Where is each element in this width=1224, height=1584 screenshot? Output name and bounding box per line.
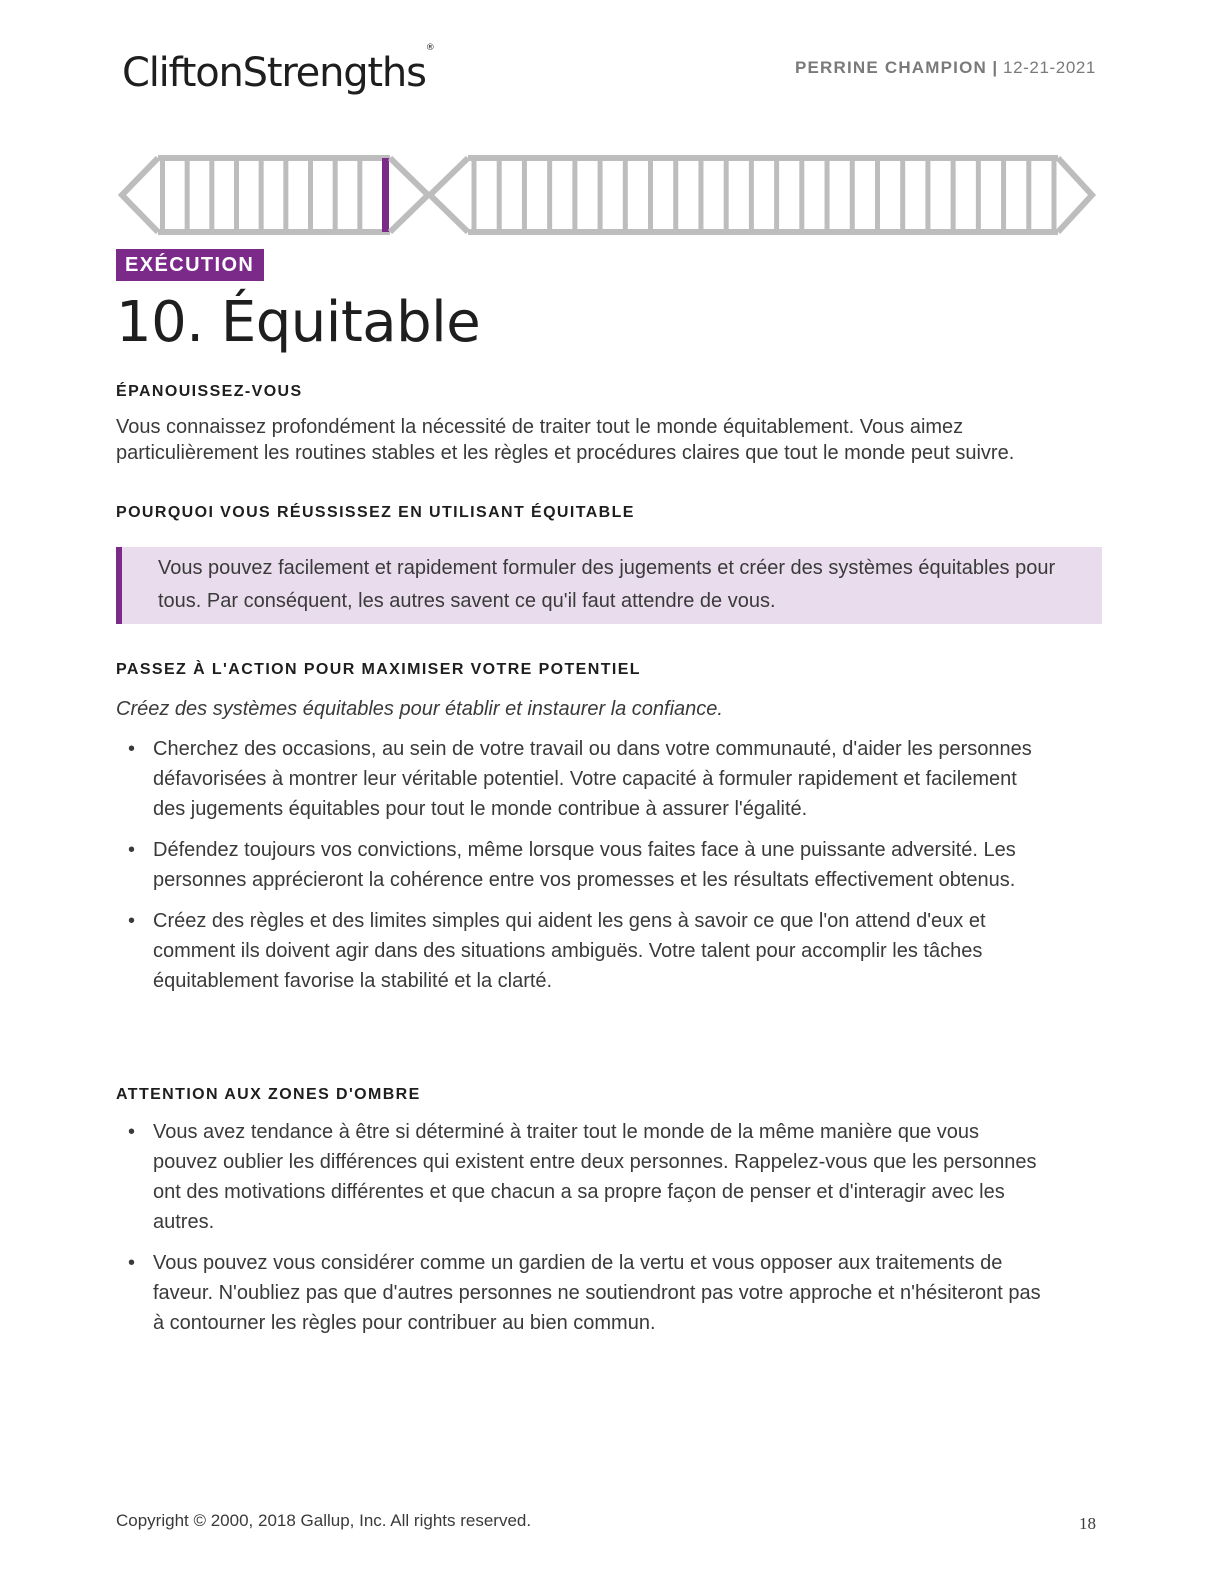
- list-item-text: Créez des règles et des limites simples qui aident les gens à savoir ce que l'on attend d'eux et comment ils doivent agir dans des situations ambiguës. Votre talent pour accomplir les tâches équitablement favorise la stabilité et la clarté.: [153, 910, 986, 992]
- ribbon-bar: [472, 158, 477, 232]
- ribbon-bar: [598, 158, 603, 232]
- meta-separator: |: [992, 58, 998, 77]
- ribbon-bar: [976, 158, 981, 232]
- report-date: 12-21-2021: [1003, 58, 1096, 77]
- why-callout-text: Vous pouvez facilement et rapidement formuler des jugements et créer des systèmes équitables pour tous. Par conséquent, les autres savent ce qu'il faut attendre de vous.: [158, 557, 1056, 612]
- blindspots-heading: ATTENTION AUX ZONES D'OMBRE: [116, 1086, 421, 1103]
- ribbon-bar: [160, 158, 165, 232]
- ribbon-bar: [1052, 158, 1057, 232]
- ribbon-bar: [900, 158, 905, 232]
- ribbon-bar: [673, 158, 678, 232]
- list-item-text: Cherchez des occasions, au sein de votre travail ou dans votre communauté, d'aider les personnes défavorisées à montrer leur véritable potentiel. Votre capacité à formuler rapidement et facilement des jugements équitables pour tout le monde contribue à assurer l'égalité.: [153, 738, 1032, 820]
- list-item: [116, 906, 1046, 996]
- ribbon-bar: [925, 158, 930, 232]
- registered-mark: ®: [425, 42, 435, 53]
- bullet-icon: •: [128, 839, 136, 861]
- ribbon-bar: [497, 158, 502, 232]
- thrive-heading: ÉPANOUISSEZ-VOUS: [116, 383, 303, 400]
- ribbon-bar: [185, 158, 190, 232]
- ribbon-bar: [774, 158, 779, 232]
- ribbon-bar: [623, 158, 628, 232]
- page-title: 10. Équitable: [116, 290, 481, 355]
- ribbon-bar: [547, 158, 552, 232]
- ribbon-bar: [572, 158, 577, 232]
- ribbon-right-group: [390, 158, 1092, 232]
- report-meta: [795, 58, 1096, 78]
- ribbon-bar: [283, 158, 288, 232]
- clifton-strengths-logo: [122, 42, 435, 96]
- bullet-icon: •: [128, 738, 136, 760]
- blindspots-list: [116, 1117, 1046, 1349]
- strength-rank-ribbon: [118, 152, 1098, 242]
- list-item-text: Vous avez tendance à être si déterminé à traiter tout le monde de la même manière que vous pouvez oublier les différences qui existent entre deux personnes. Rappelez-vous que les personnes ont des motivations différentes et que chacun a sa propre façon de penser et d'interagir avec les autres.: [153, 1121, 1037, 1233]
- list-item: [116, 835, 1046, 895]
- ribbon-bar: [259, 158, 264, 232]
- ribbon-bar: [698, 158, 703, 232]
- bullet-icon: •: [128, 1252, 136, 1274]
- copyright-notice: Copyright © 2000, 2018 Gallup, Inc. All rights reserved.: [116, 1511, 532, 1530]
- domain-badge: EXÉCUTION: [116, 249, 264, 281]
- bullet-icon: •: [128, 910, 136, 932]
- list-item: [116, 1117, 1046, 1237]
- thrive-text: Vous connaissez profondément la nécessité de traiter tout le monde équitablement. Vous aimez particulièrement les routines stables et les règles et procédures claires que tout le monde peut suivre.: [116, 416, 1015, 464]
- list-item-text: Défendez toujours vos convictions, même lorsque vous faites face à une puissante adversité. Les personnes apprécieront la cohérence entre vos promesses et les résultats effectivement obtenus.: [153, 839, 1016, 891]
- why-heading: POURQUOI VOUS RÉUSSISSEZ EN UTILISANT ÉQUITABLE: [116, 504, 635, 521]
- action-heading: PASSEZ À L'ACTION POUR MAXIMISER VOTRE POTENTIEL: [116, 661, 641, 678]
- ribbon-bar: [951, 158, 956, 232]
- ribbon-bar: [333, 158, 338, 232]
- ribbon-bar: [825, 158, 830, 232]
- action-list: [116, 734, 1046, 1007]
- ribbon-left-group: [122, 158, 390, 232]
- ribbon-bar: [234, 158, 239, 232]
- ribbon-bar: [1026, 158, 1031, 232]
- ribbon-bar-highlighted: [382, 158, 389, 232]
- page-number: 18: [1079, 1514, 1096, 1533]
- ribbon-connector-left: [390, 158, 428, 232]
- ribbon-bar: [357, 158, 362, 232]
- ribbon-bar: [749, 158, 754, 232]
- why-callout: [116, 547, 1102, 624]
- ribbon-left-arrow: [122, 158, 158, 232]
- ribbon-bar: [799, 158, 804, 232]
- ribbon-bar: [850, 158, 855, 232]
- list-item: [116, 734, 1046, 824]
- ribbon-connector-right: [430, 158, 468, 232]
- ribbon-bar: [875, 158, 880, 232]
- list-item-text: Vous pouvez vous considérer comme un gardien de la vertu et vous opposer aux traitements de faveur. N'oubliez pas que d'autres personnes ne soutiendront pas votre approche et n'hésiteront pas à contourner les règles pour contribuer au bien commun.: [153, 1252, 1041, 1334]
- ribbon-bar: [724, 158, 729, 232]
- bullet-icon: •: [128, 1121, 136, 1143]
- logo-text: CliftonStrengths: [122, 50, 426, 96]
- ribbon-bar: [648, 158, 653, 232]
- ribbon-bar: [209, 158, 214, 232]
- ribbon-bar: [522, 158, 527, 232]
- person-name: PERRINE CHAMPION: [794, 58, 988, 77]
- ribbon-bar: [1001, 158, 1006, 232]
- action-intro: Créez des systèmes équitables pour établir et instaurer la confiance.: [116, 698, 723, 720]
- ribbon-right-arrow: [1058, 158, 1092, 232]
- ribbon-bar: [308, 158, 313, 232]
- list-item: [116, 1248, 1046, 1338]
